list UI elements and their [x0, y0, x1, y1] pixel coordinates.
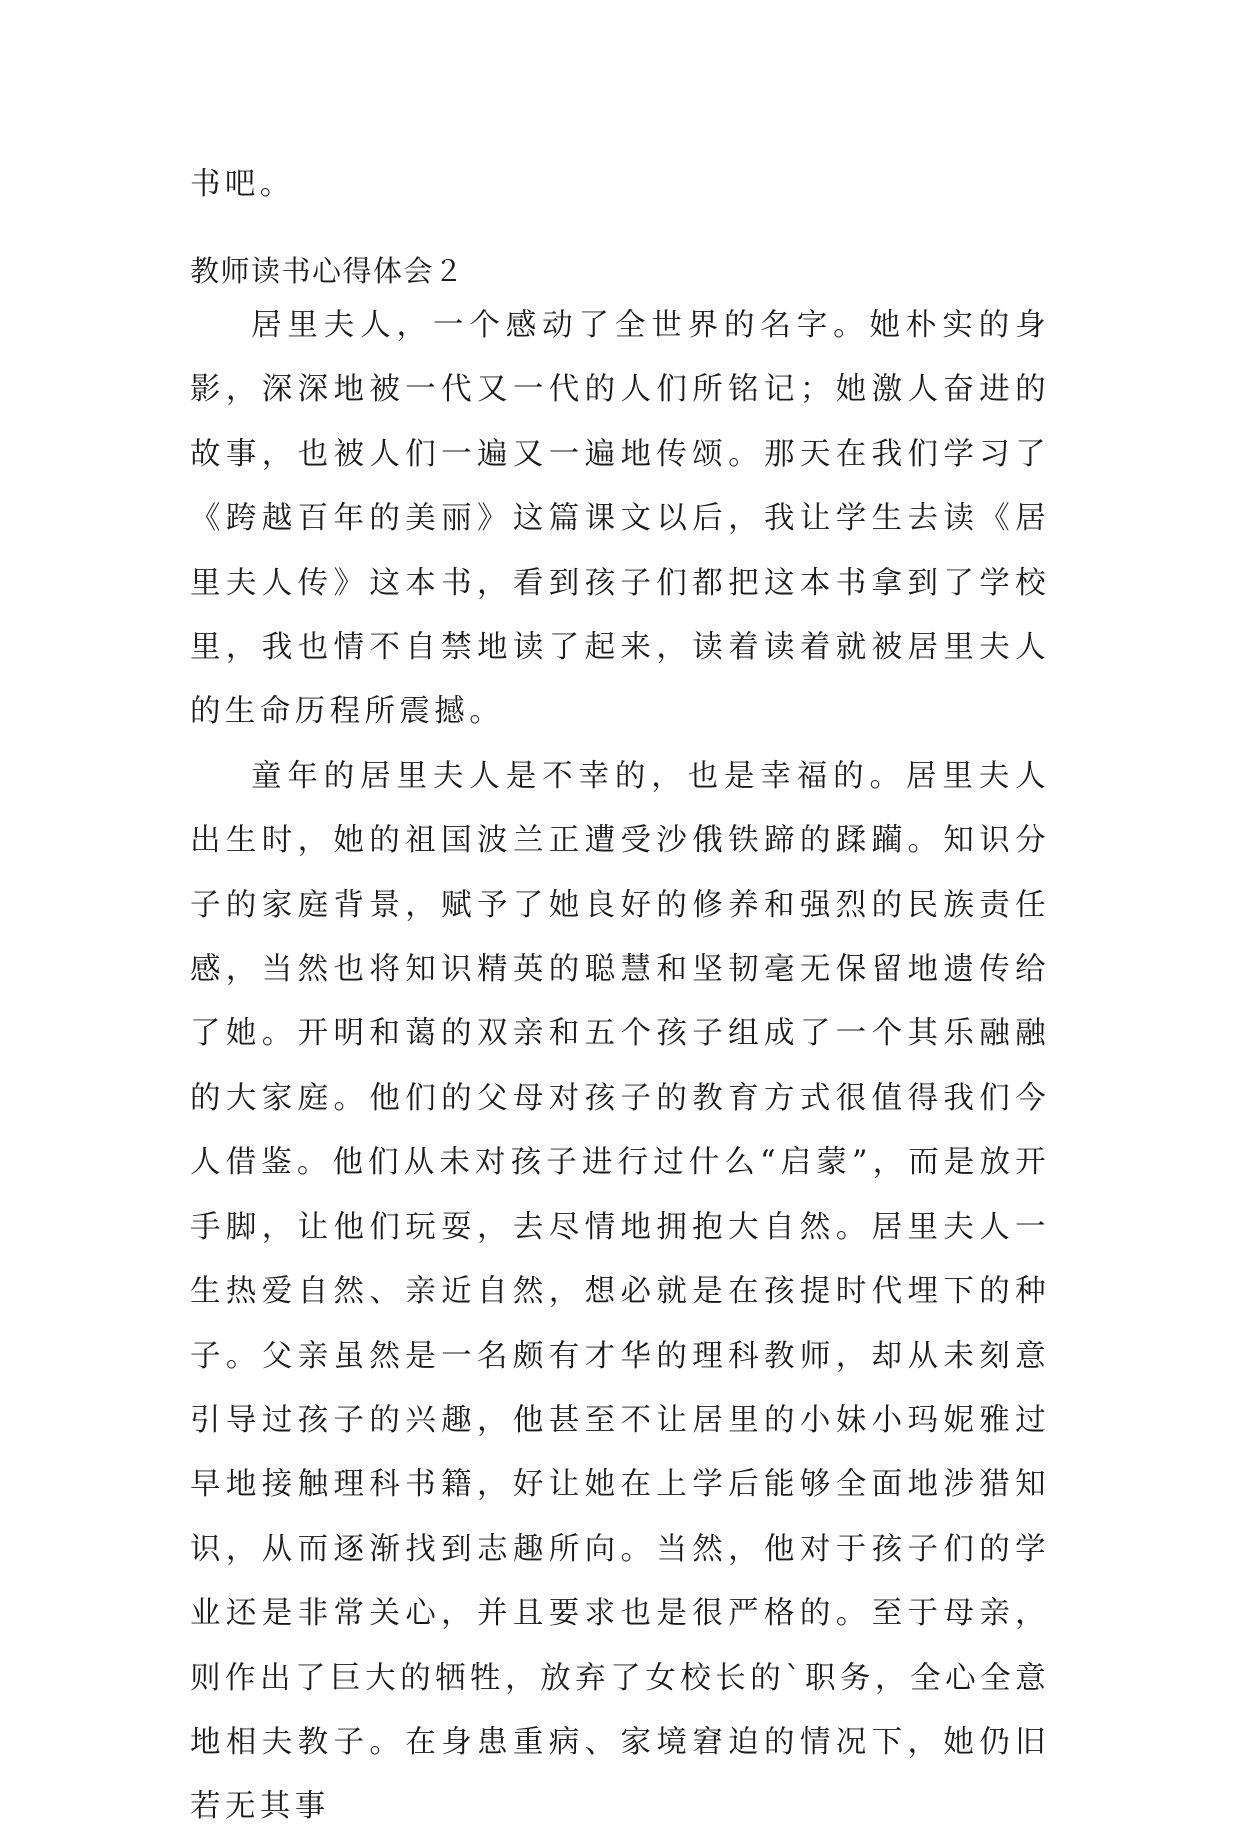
paragraph-2: 童年的居里夫人是不幸的，也是幸福的。居里夫人出生时，她的祖国波兰正遭受沙俄铁蹄的蹂躏。知识分子的家庭背景，赋予了她良好的修养和强烈的民族责任感，当然也将知识精英的聪慧和坚韧毫无保留地遗传给了她。开明和蔼的双亲和五个孩子组成了一个其乐融融的大家庭。他们的父母对孩子的教育方式很值得我们今人借鉴。他们从未对孩子进行过什么“启蒙”，而是放开手脚，让他们玩耍，去尽情地拥抱大自然。居里夫人一生热爱自然、亲近自然，想必就是在孩提时代埋下的种子。父亲虽然是一名颇有才华的理科教师，却从未刻意引导过孩子的兴趣，他甚至不让居里的小妹小玛妮雅过早地接触理科书籍，好让她在上学后能够全面地涉猎知识，从而逐渐找到志趣所向。当然，他对于孩子们的学业还是非常关心，并且要求也是很严格的。至于母亲，则作出了巨大的牺牲，放弃了女校长的`职务，全心全意地相夫教子。在身患重病、家境窘迫的情况下，她仍旧若无其事 [190, 758, 1050, 1825]
continued-text-fragment: 书吧。 [190, 167, 295, 202]
section-heading: 教师读书心得体会２ [190, 254, 465, 288]
body-text [190, 294, 1050, 1840]
paragraph-1: 居里夫人，一个感动了全世界的名字。她朴实的身影，深深地被一代又一代的人们所铭记；她激人奋进的故事，也被人们一遍又一遍地传颂。那天在我们学习了《跨越百年的美丽》这篇课文以后，我让学生去读《居里夫人传》这本书，看到孩子们都把这本书拿到了学校里，我也情不自禁地读了起来，读着读着就被居里夫人的生命历程所震撼。 [190, 308, 1050, 730]
